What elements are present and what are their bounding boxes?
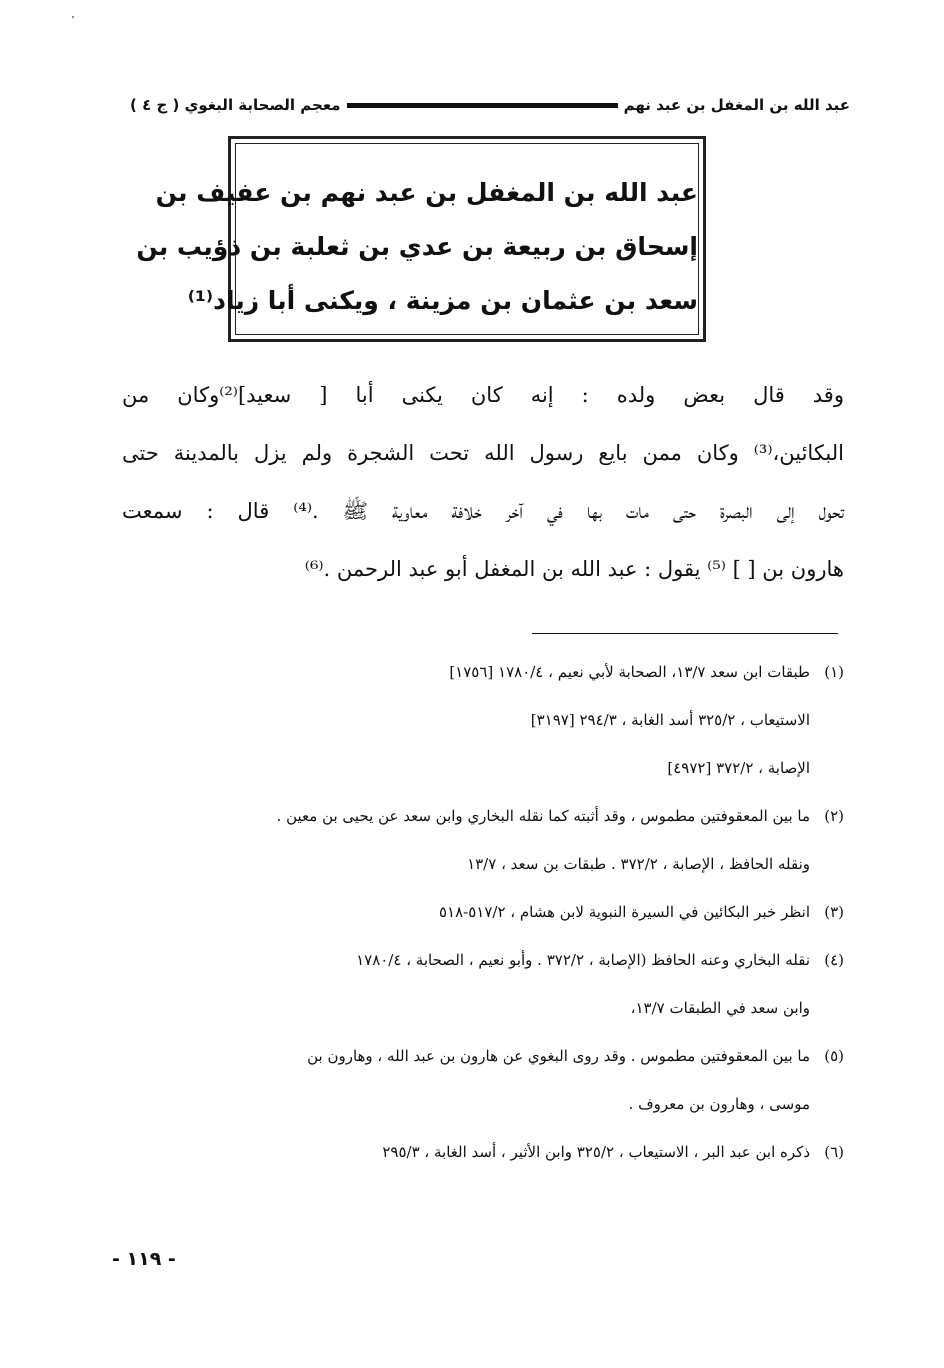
footnote-number: (٤) [824, 951, 844, 969]
footnote-4 [112, 936, 844, 984]
body-line-1: وقد قال بعض ولده : إنه كان يكنى أبا [ سعيد]⁽²⁾وكان من [122, 383, 844, 407]
footnote-text: انظر خبر البكائين في السيرة النبوية لابن هشام ، ٥١٧/٢-٥١٨ [438, 903, 810, 921]
footnote-number: (٣) [824, 903, 844, 921]
footnote-1 [112, 648, 844, 696]
footnote-number: (٦) [824, 1143, 844, 1161]
body-line-3: تحول إلى البصرة حتى مات بها في آخر خلافة معاوية ﷺ .⁽⁴⁾ قال : سمعت [122, 499, 844, 523]
running-header-rule [347, 103, 618, 108]
page-number: - ١١٩ - [112, 1248, 176, 1270]
footnote-number: (١) [824, 663, 844, 681]
scan-speck [72, 16, 74, 18]
footnote-text: ونقله الحافظ ، الإصابة ، ٣٧٢/٢ . طبقات بن سعد ، ١٣/٧ [467, 855, 810, 873]
entry-title-line-3: سعد بن عثمان بن مزينة ، ويكنى أبا زياد⁽¹⁾ [187, 286, 698, 315]
footnote-4-cont [112, 984, 844, 1032]
footnote-1-cont-b [112, 744, 844, 792]
footnote-3 [112, 888, 844, 936]
footnote-divider [532, 633, 838, 634]
footnote-2-cont [112, 840, 844, 888]
footnote-5 [112, 1032, 844, 1080]
footnote-text: موسى ، وهارون بن معروف . [628, 1095, 810, 1113]
body-line-4: هارون بن [ ] ⁽⁵⁾ يقول : عبد الله بن المغفل أبو عبد الرحمن .⁽⁶⁾ [304, 557, 844, 581]
footnote-1-cont-a [112, 696, 844, 744]
footnote-text: الاستيعاب ، ٣٢٥/٢ أسد الغابة ، ٢٩٤/٣ [٣١٩٧] [530, 711, 810, 729]
footnote-6 [112, 1128, 844, 1176]
entry-title-box [136, 136, 706, 342]
footnotes [112, 648, 844, 1176]
footnote-text: طبقات ابن سعد ١٣/٧، الصحابة لأبي نعيم ، ١٧٨٠/٤ [١٧٥٦] [449, 663, 810, 681]
footnote-text: وابن سعد في الطبقات ١٣/٧، [630, 999, 810, 1017]
footnote-text: ذكره ابن عبد البر ، الاستيعاب ، ٣٢٥/٢ وابن الأثير ، أسد الغابة ، ٢٩٥/٣ [382, 1143, 810, 1161]
running-header [130, 92, 850, 118]
footnote-5-cont [112, 1080, 844, 1128]
footnote-text: ما بين المعقوفتين مطموس ، وقد أثبته كما نقله البخاري وابن سعد عن يحيى بن معين . [276, 807, 810, 825]
body-line-2: البكائين،⁽³⁾ وكان ممن بايع رسول الله تحت الشجرة ولم يزل بالمدينة حتى [122, 441, 844, 465]
footnote-number: (٢) [824, 807, 844, 825]
footnote-text: نقله البخاري وعنه الحافظ (الإصابة ، ٣٧٢/٢ . وأبو نعيم ، الصحابة ، ١٧٨٠/٤ [356, 951, 810, 969]
entry-title-inner [136, 143, 699, 335]
footnote-text: ما بين المعقوفتين مطموس . وقد روى البغوي عن هارون بن عبد الله ، وهارون بن [307, 1047, 810, 1065]
footnote-number: (٥) [824, 1047, 844, 1065]
running-header-entry-name: معجم الصحابة البغوي ( ج ٤ ) [130, 96, 341, 114]
entry-title-line-2: إسحاق بن ربيعة بن عدي بن ثعلبة بن ذؤيب بن [136, 232, 698, 261]
entry-title-line-1: عبد الله بن المغفل بن عبد نهم بن عفيف بن [155, 178, 698, 207]
footnote-text: الإصابة ، ٣٧٢/٢ [٤٩٧٢] [667, 759, 810, 777]
running-header-book-title: عبد الله بن المغفل بن عبد نهم [623, 96, 850, 114]
footnote-2 [112, 792, 844, 840]
body-paragraph [122, 366, 844, 598]
